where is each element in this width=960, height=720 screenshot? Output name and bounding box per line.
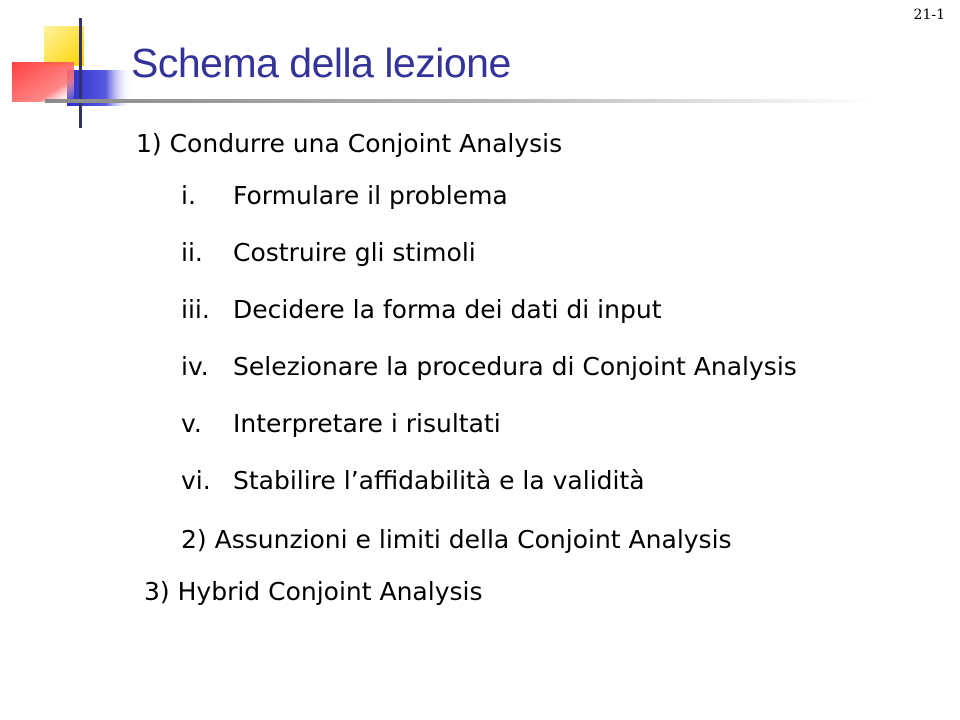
step-number: v. [181,409,202,438]
step-number: vi. [181,466,211,495]
logo-yellow-square [44,26,84,66]
step-item [181,352,797,382]
step-number: iii. [181,295,210,324]
logo-vertical-line [79,18,82,128]
step-text: Decidere la forma dei dati di input [233,295,662,324]
section-3-heading: 3) Hybrid Conjoint Analysis [144,577,483,606]
slide-number: 21-1 [913,7,945,23]
step-number: iv. [181,352,209,381]
step-item [181,238,476,268]
step-item [181,466,645,496]
logo-red-square [12,62,74,102]
step-text: Selezionare la procedura di Conjoint Analysis [233,352,797,381]
step-item [181,295,662,325]
slide-title: Schema della lezione [131,40,511,86]
step-number: ii. [181,238,203,267]
step-text: Interpretare i risultati [233,409,501,438]
title-divider [45,99,875,103]
step-text: Costruire gli stimoli [233,238,476,267]
section-2-heading: 2) Assunzioni e limiti della Conjoint Analysis [181,525,732,554]
step-number: i. [181,181,196,210]
step-item [181,409,501,439]
step-text: Formulare il problema [233,181,508,210]
section-1-heading: 1) Condurre una Conjoint Analysis [136,129,563,158]
decorative-logo [0,0,140,140]
step-text: Stabilire l’affidabilità e la validità [233,466,645,495]
step-item [181,181,508,211]
